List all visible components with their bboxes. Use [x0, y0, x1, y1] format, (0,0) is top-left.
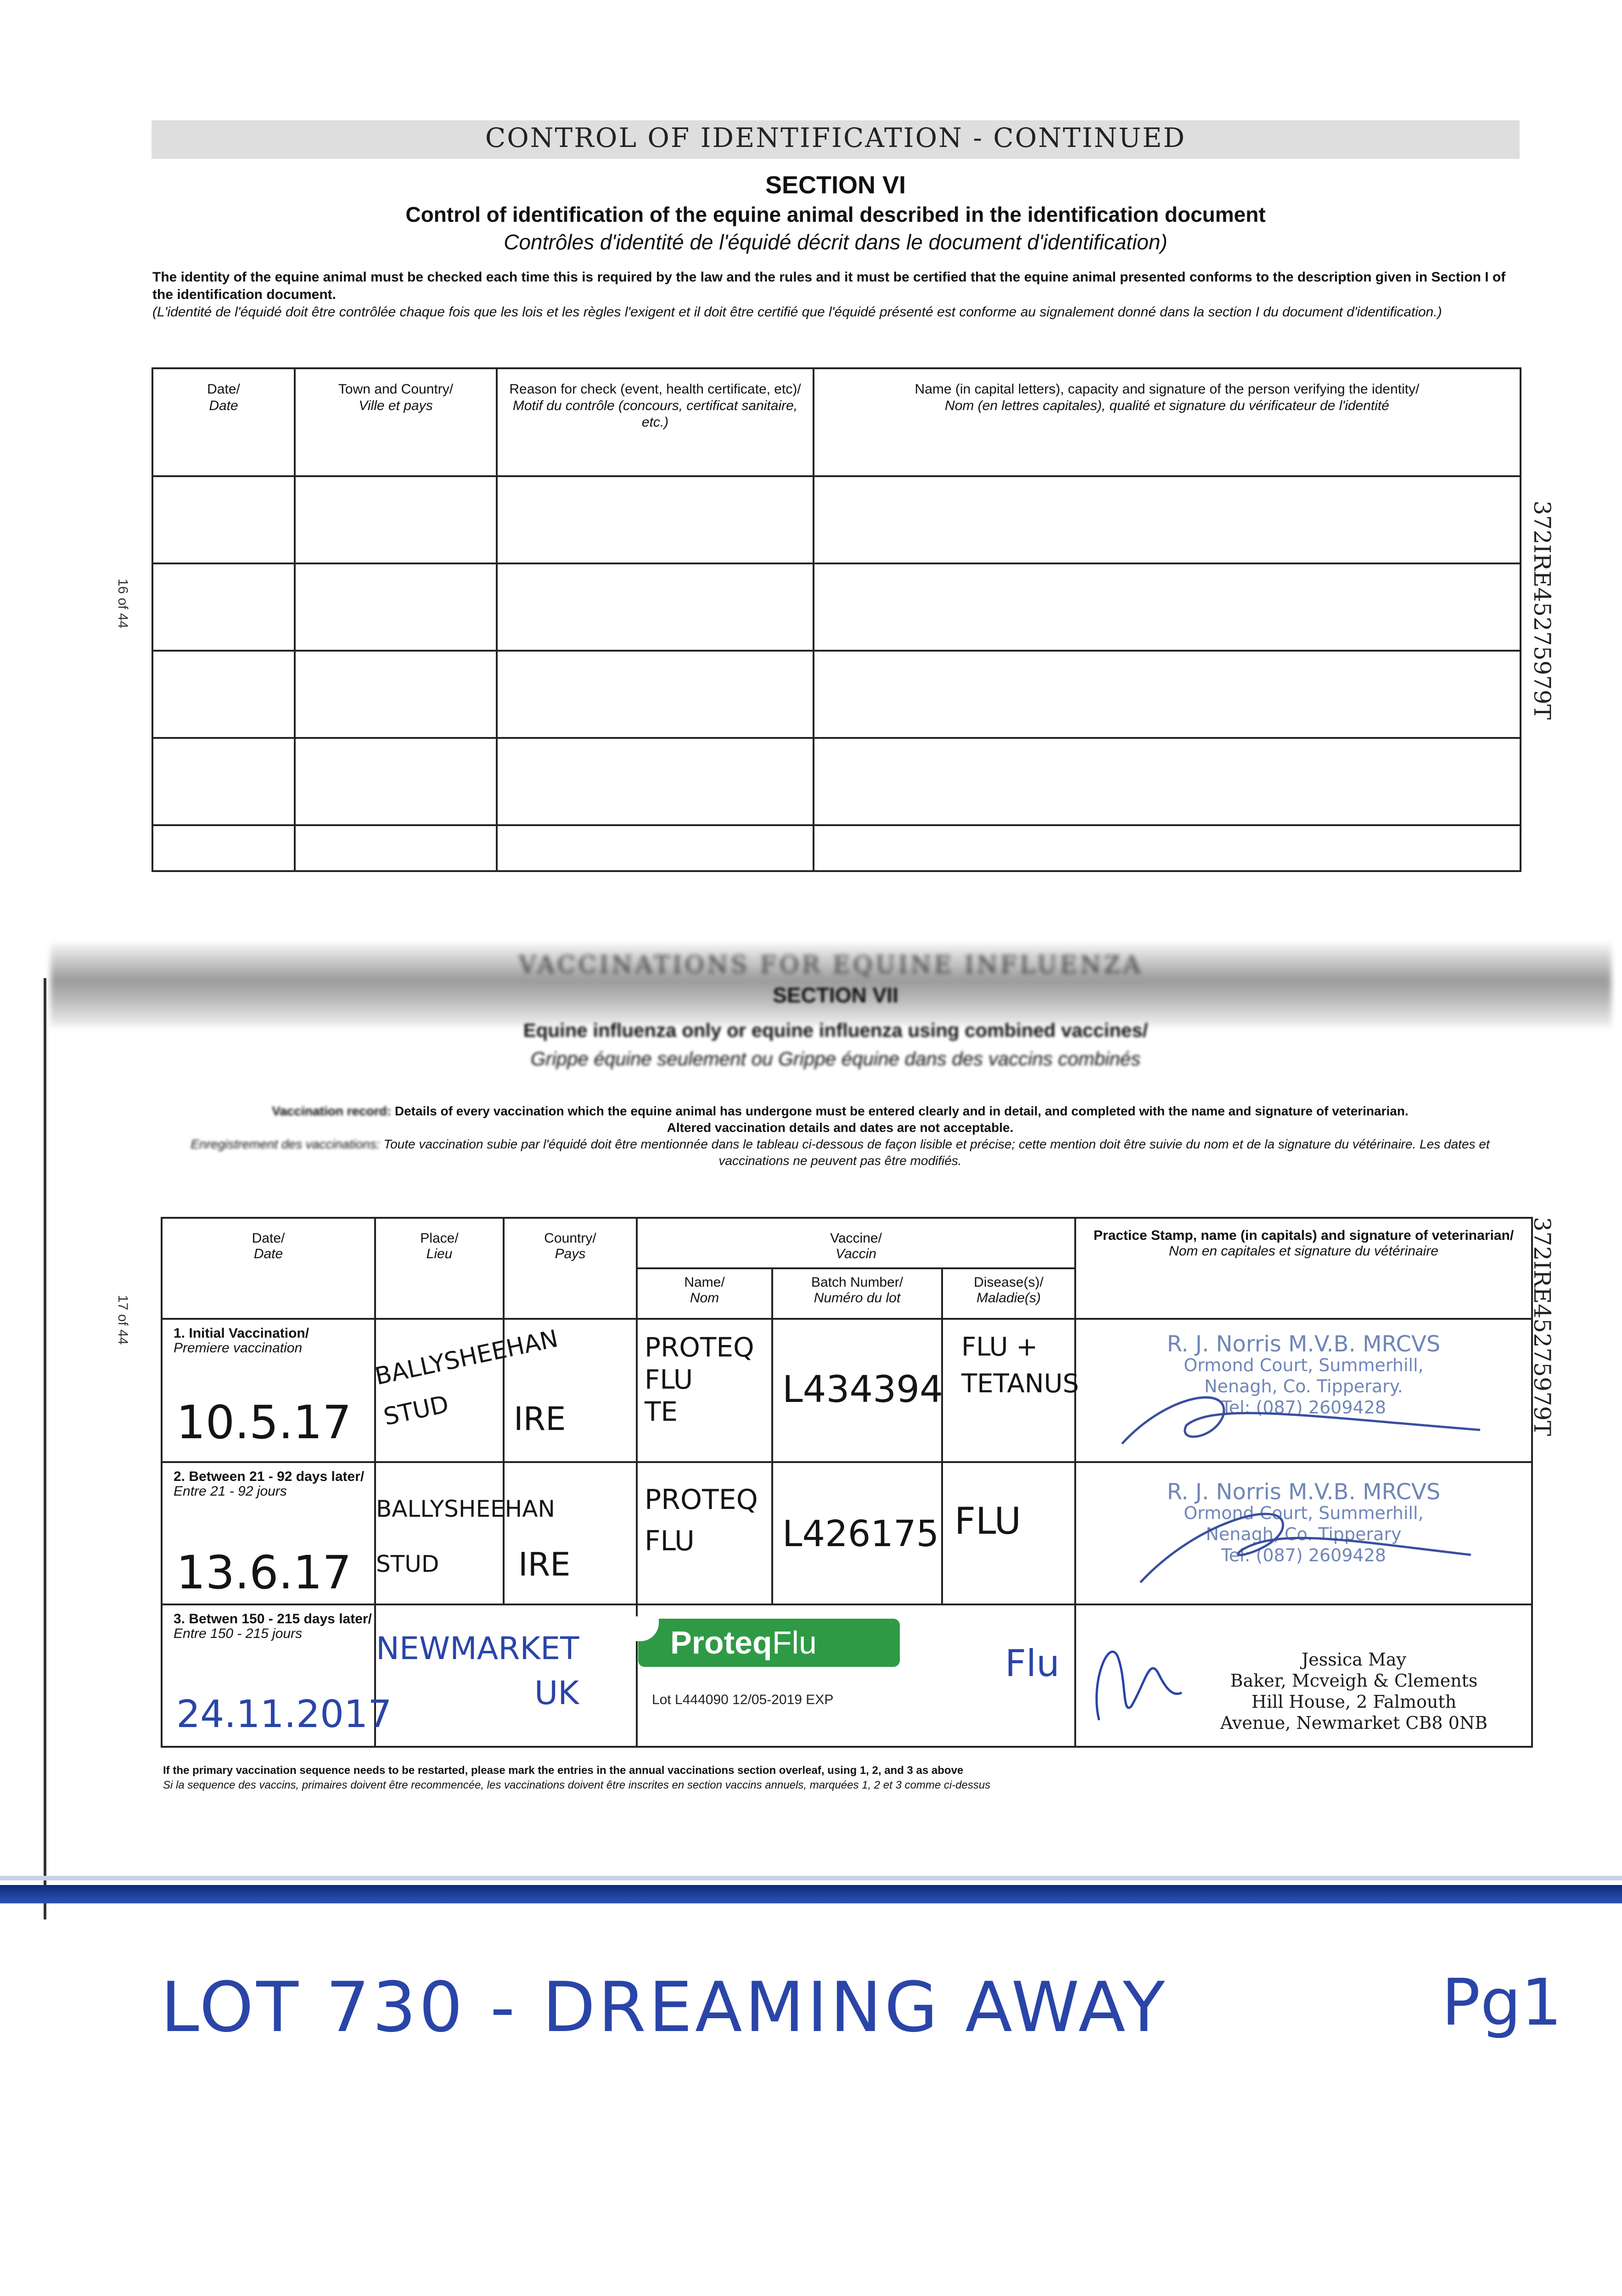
table-row	[152, 563, 1521, 651]
section7-note-en: Details of every vaccination which the equine animal has undergone must be entered clearly and in detail, and completed with the name and signature of veterinarian.	[394, 1104, 1409, 1118]
section6-note	[152, 269, 1511, 321]
row1-country: IRE	[514, 1400, 566, 1438]
binding-bar	[0, 1885, 1622, 1903]
row1-date-cell: 1. Initial Vaccination/ Premiere vaccination 10.5.17	[162, 1319, 375, 1462]
vh-batch: Batch Number/ Numéro du lot	[772, 1268, 942, 1319]
row2-batch-cell	[772, 1462, 942, 1604]
row3-place: NEWMARKET	[376, 1631, 579, 1667]
col-verifier: Name (in capital letters), capacity and signature of the person verifying the identity/ Nom (en lettres capitales), qualité et signature du vérificateur de l'identité	[814, 368, 1521, 476]
section7-note-fr: Toute vaccination subie par l'équidé doit être mentionnée dans le tableau ci-dessous de façon lisible et précise; cette mention doit être suivie du nom et de la signature du vétérinaire. Les dates et vaccinations ne peuvent pas être modifiés.	[383, 1137, 1490, 1168]
section7-note-fr-label: Enregistrement des vaccinations:	[191, 1137, 380, 1151]
footnote-en: If the primary vaccination sequence needs to be restarted, please mark the entries in the annual vaccinations section overleaf, using 1, 2, and 3 as above	[163, 1764, 964, 1777]
section7-title: SECTION VII	[773, 983, 898, 1007]
row3-country: UK	[534, 1674, 579, 1712]
vaccine-sticker: ProteqFlu	[638, 1619, 900, 1667]
vet-signature	[1081, 1628, 1186, 1725]
vh-stamp: Practice Stamp, name (in capitals) and signature of veterinarian/ Nom en capitales et signature du vétérinaire	[1075, 1218, 1532, 1319]
row3-disease: Flu	[1005, 1642, 1060, 1685]
identification-check-table	[152, 367, 1521, 872]
section7-subtitle-fr: Grippe équine seulement ou Grippe équine dans des vaccins combinés	[530, 1048, 1141, 1069]
passport-id-bottom: 372IRE45275979T	[1529, 1217, 1555, 1436]
page-number-16: 16 of 44	[115, 579, 130, 629]
section6-banner-text: CONTROL OF IDENTIFICATION - CONTINUED	[485, 122, 1186, 153]
vaccination-table	[161, 1217, 1533, 1748]
section6-subtitle-fr: Contrôles d'identité de l'équidé décrit dans le document d'identification)	[504, 230, 1167, 254]
row1-vaccine: PROTEQ FLU TE	[645, 1332, 754, 1427]
vh-name: Name/ Nom	[637, 1268, 772, 1319]
row1-vaccine-cell	[637, 1319, 772, 1462]
binding-strip	[0, 1876, 1622, 1880]
vet-stamp: R. J. Norris M.V.B. MRCVS Ormond Court, Summerhill, Nenagh, Co. Tipperary. Tel: (087) 2609428	[1167, 1331, 1441, 1418]
row3-date-cell: 3. Betwen 150 - 215 days later/ Entre 150 - 215 jours 24.11.2017	[162, 1604, 375, 1747]
vet-signature	[1131, 1495, 1480, 1587]
section6-note-fr: (L'identité de l'équidé doit être contrôlée chaque fois que les lois et les règles l'exigent et il doit être certifié que l'équidé présenté est conforme au signalement donné dans la section I du document d'identification.)	[152, 304, 1442, 320]
vh-disease: Disease(s)/ Maladie(s)	[942, 1268, 1075, 1319]
row2-vaccine-cell	[637, 1462, 772, 1604]
vet-address-stamp: Jessica May Baker, Mcveigh & Clements Hill House, 2 Falmouth Avenue, Newmarket CB8 0NB	[1220, 1649, 1488, 1733]
table-row	[152, 738, 1521, 825]
row1-stamp-cell	[1075, 1319, 1532, 1462]
passport-id-top: 372IRE45275979T	[1529, 501, 1555, 720]
footnote-fr: Si la sequence des vaccins, primaires doivent être recommencée, les vaccinations doivent être inscrites en section vaccins annuels, marquées 1, 2 et 3 comme ci-dessus	[163, 1779, 991, 1791]
row2-vaccine: PROTEQ FLU	[645, 1484, 758, 1557]
row2-date: 13.6.17	[176, 1546, 352, 1599]
row1-date: 10.5.17	[176, 1396, 352, 1449]
section7-banner-text: VACCINATIONS FOR EQUINE INFLUENZA	[519, 951, 1143, 979]
lot-annotation: LOT 730 - DREAMING AWAY	[161, 1968, 1168, 2048]
col-date: Date/ Date	[152, 368, 295, 476]
page-edge-line	[44, 978, 46, 1919]
row1-batch: L434394	[782, 1368, 943, 1411]
vh-country: Country/ Pays	[504, 1218, 637, 1319]
row1-disease-cell	[942, 1319, 1079, 1462]
page-annotation: Pg1	[1442, 1965, 1562, 2040]
vet-stamp: R. J. Norris M.V.B. MRCVS Ormond Court, Summerhill, Nenagh, Co. Tipperary Tel: (087) 2609428	[1167, 1479, 1441, 1565]
row2-batch: L426175	[782, 1514, 939, 1555]
vh-vaccine: Vaccine/ Vaccin	[637, 1218, 1075, 1268]
section7-note	[156, 1103, 1524, 1169]
row3-stamp-cell	[1075, 1604, 1532, 1747]
table-row	[152, 651, 1521, 738]
row1-batch-cell	[772, 1319, 942, 1462]
vet-signature	[1113, 1375, 1489, 1458]
row2-disease-cell	[942, 1462, 1075, 1604]
row2-place: BALLYSHEEHAN STUD	[376, 1496, 555, 1577]
section6-title: SECTION VI	[765, 171, 906, 199]
row3-place-cell	[375, 1604, 637, 1747]
row1-place: BALLYSHEEHAN STUD	[372, 1325, 561, 1431]
vh-place: Place/ Lieu	[375, 1218, 504, 1319]
section6-subtitle-en: Control of identification of the equine animal described in the identification document	[405, 203, 1266, 226]
vaccination-row-1	[162, 1319, 1532, 1462]
section7-note-label: Vaccination record:	[272, 1104, 392, 1118]
row2-disease: FLU	[954, 1500, 1021, 1542]
vaccine-lot-label: Lot L444090 12/05-2019 EXP	[652, 1692, 834, 1707]
table-row	[152, 825, 1521, 871]
row1-disease: FLU + TETANUS	[961, 1332, 1079, 1399]
section7-note-en2: Altered vaccination details and dates are not acceptable.	[667, 1120, 1014, 1135]
row2-country: IRE	[518, 1546, 571, 1583]
col-reason: Reason for check (event, health certificate, etc)/ Motif du contrôle (concours, certificat sanitaire, etc.)	[497, 368, 814, 476]
row3-date: 24.11.2017	[176, 1693, 392, 1736]
section6-note-en: The identity of the equine animal must be checked each time this is required by the law and the rules and it must be certified that the equine animal presented conforms to the description given in Section I of the identification document.	[152, 270, 1506, 302]
table-row	[152, 476, 1521, 563]
page-number-17: 17 of 44	[115, 1295, 130, 1345]
vaccination-row-2	[162, 1462, 1532, 1604]
row2-date-cell: 2. Between 21 - 92 days later/ Entre 21 - 92 jours 13.6.17	[162, 1462, 375, 1604]
section7-subtitle-en: Equine influenza only or equine influenza using combined vaccines/	[523, 1019, 1148, 1041]
col-town-country: Town and Country/ Ville et pays	[295, 368, 497, 476]
vh-date: Date/ Date	[162, 1218, 375, 1319]
row2-stamp-cell	[1075, 1462, 1532, 1604]
